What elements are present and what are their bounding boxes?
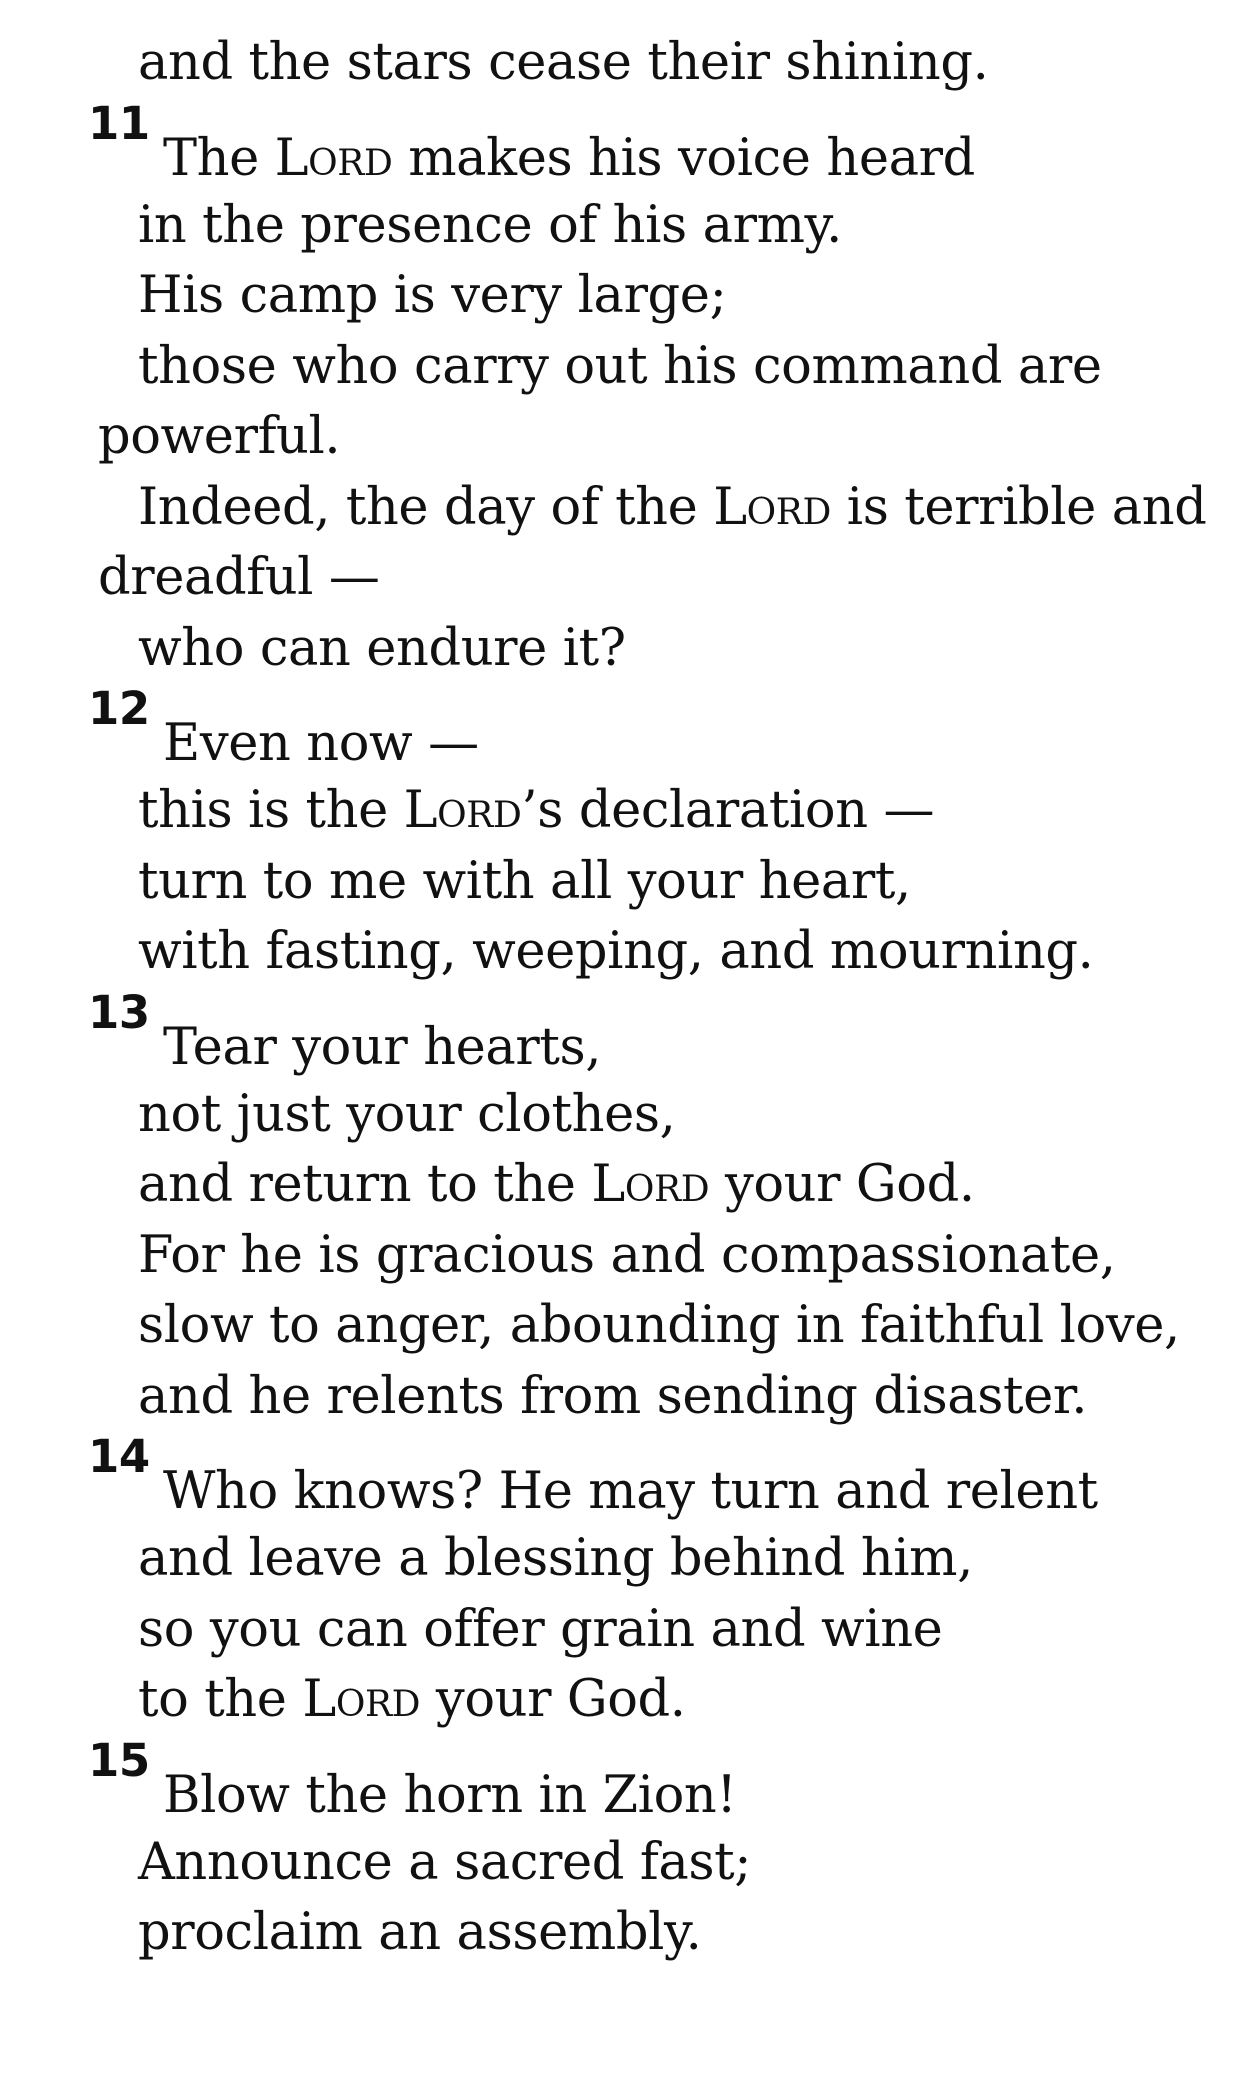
text-line bbox=[0, 1665, 1242, 1736]
verse-number: 13 bbox=[88, 985, 150, 1039]
text-line bbox=[0, 1221, 1242, 1292]
text-line bbox=[0, 261, 1242, 332]
text-line bbox=[0, 191, 1242, 262]
divine-name: Lord bbox=[302, 1670, 421, 1729]
verse-number: 14 bbox=[88, 1430, 150, 1483]
text-line bbox=[0, 1150, 1242, 1221]
line-text: Tear your hearts, bbox=[163, 1017, 602, 1077]
text-line bbox=[0, 1291, 1242, 1362]
line-text: and return to the Lord your God. bbox=[138, 1155, 975, 1214]
text-line bbox=[0, 28, 1242, 99]
verse-12-line bbox=[0, 684, 1242, 776]
line-text: in the presence of his army. bbox=[138, 195, 842, 255]
text-line-continuation bbox=[0, 543, 1242, 614]
line-text: and leave a blessing behind him, bbox=[138, 1529, 973, 1588]
line-text: His camp is very large; bbox=[138, 266, 727, 325]
text-line bbox=[0, 332, 1242, 403]
text-line bbox=[0, 1080, 1242, 1151]
line-text: For he is gracious and compassionate, bbox=[138, 1225, 1116, 1285]
line-text: with fasting, weeping, and mourning. bbox=[138, 922, 1094, 981]
line-text: to the Lord your God. bbox=[138, 1670, 686, 1729]
divine-name: Lord bbox=[713, 477, 831, 537]
line-text: slow to anger, abounding in faithful love, bbox=[138, 1296, 1180, 1355]
text-line bbox=[0, 1898, 1242, 1969]
line-text: so you can offer grain and wine bbox=[138, 1599, 943, 1659]
verse-15-line bbox=[0, 1733, 1242, 1828]
verse-13-line bbox=[0, 985, 1242, 1080]
divine-name: Lord bbox=[274, 128, 393, 188]
text-line-continuation bbox=[0, 402, 1242, 473]
line-text: and he relents from sending disaster. bbox=[138, 1366, 1088, 1426]
text-line bbox=[0, 614, 1242, 685]
line-text: Who knows? He may turn and relent bbox=[163, 1462, 1098, 1521]
line-text: and the stars cease their shining. bbox=[138, 33, 989, 92]
text-line bbox=[0, 473, 1242, 544]
text-line bbox=[0, 847, 1242, 918]
line-text: The Lord makes his voice heard bbox=[163, 128, 975, 188]
line-text: Announce a sacred fast; bbox=[138, 1832, 751, 1892]
verse-14-line bbox=[0, 1432, 1242, 1524]
text-line bbox=[0, 1362, 1242, 1433]
divine-name: Lord bbox=[403, 781, 522, 840]
line-text: those who carry out his command are bbox=[138, 336, 1102, 396]
verse-number: 12 bbox=[88, 682, 150, 735]
line-text: Even now — bbox=[163, 714, 479, 773]
line-text: not just your clothes, bbox=[138, 1084, 676, 1144]
line-text: who can endure it? bbox=[138, 618, 626, 678]
text-line bbox=[0, 776, 1242, 847]
scripture-page bbox=[0, 28, 1242, 1969]
verse-11-line bbox=[0, 96, 1242, 191]
verse-number: 15 bbox=[88, 1733, 150, 1787]
divine-name: Lord bbox=[591, 1155, 710, 1214]
text-line bbox=[0, 917, 1242, 988]
text-line bbox=[0, 1595, 1242, 1666]
line-text: turn to me with all your heart, bbox=[138, 851, 911, 911]
line-text: proclaim an assembly. bbox=[138, 1903, 702, 1962]
line-text: Blow the horn in Zion! bbox=[163, 1765, 737, 1825]
text-line bbox=[0, 1524, 1242, 1595]
text-line bbox=[0, 1828, 1242, 1899]
line-text: dreadful — bbox=[98, 548, 380, 607]
line-text: Indeed, the day of the Lord is terrible and bbox=[138, 477, 1207, 537]
line-text: powerful. bbox=[98, 407, 341, 466]
line-text: this is the Lord’s declaration — bbox=[138, 781, 935, 840]
verse-number: 11 bbox=[88, 96, 150, 150]
